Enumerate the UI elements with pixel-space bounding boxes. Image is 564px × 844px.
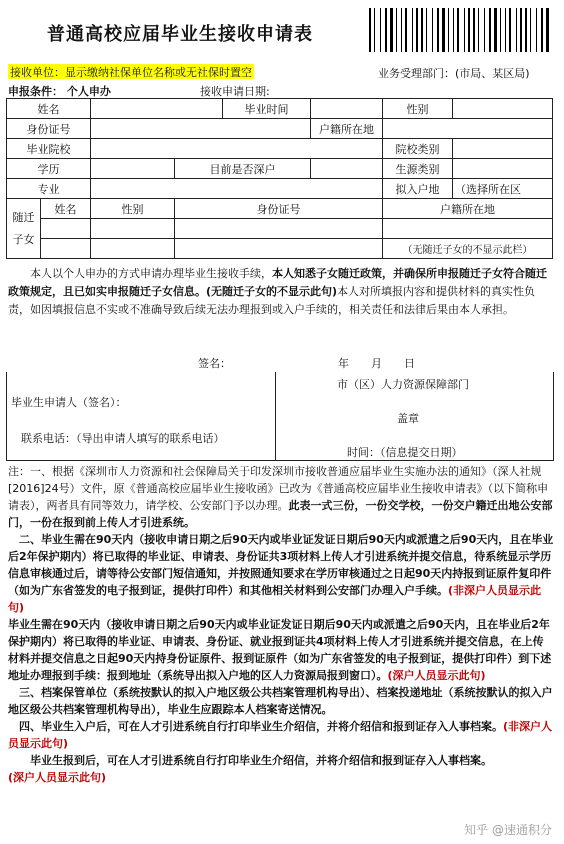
sign-label: 签名： [198,357,231,370]
barcode [365,6,555,54]
seal-label: 盖章 [397,412,419,425]
grad-time-value [311,99,383,119]
id-value [91,119,311,139]
applicant-sign: 毕业生申请人（签名）： [11,396,127,409]
no-child-note: （无随迁子女的不显示此栏） [383,239,553,259]
edu-value [91,159,175,179]
gender-value [453,99,553,119]
child-gender-header: 性别 [91,199,175,219]
declaration-bold: 本人知悉子女随迁政策，并确保所申报随迁子女符合随迁政策规定，且已如实申报随迁子女信息。(无随迁子女的不显示此句) [8,267,547,298]
apply-date-label: 接收申请日期: [200,85,270,98]
child-name-header: 姓名 [41,199,91,219]
notes: 注：一、根据《深圳市人力资源和社会保障局关于印发深圳市接收普通应届毕业生实施办法的通知》（深人社规[2016]24号）文件，原《普通高校应届毕业生接收函》已改为《普通高校应届毕业生接收申请表》（以下简称申请表），两者具有同等效力，请学校、公安部门予以办理。此表一式三份，一份交学校，一份交户籍迁出地公安部门，一份在报到前上传人才引进系统。 二、毕业生需在90天内（接收申请日期之后90天内或毕业证发证日期后90天内或派遣之后90天内，且在毕业后2年保护期内）将已取得的毕业证、申请表、身份证共3项材料上传人才引进系统并提交信息，待系统显示学历信息审核通过后，请等待公安部门短信通知，并按照通知要求在学历审核通过之日起90天内持报到证原件复印件（如为广东省签发的电子报到证，提供打印件）和其他相关材料到公安部门办理入户手续。(非深户人员显示此句) 毕业生需在90天内（接收申请日期之后90天内或毕业证发证日期后90天内或派遣之后90天内，且在毕业后2年保护期内）将已取得的毕业证、申请表、身份证、就业报到证共4项材料上传人才引进系统并提交信息，在上传材料并提交信息之日起90天内持身份证原件、报到证原件（如为广东省签发的电子报到证，提供打印件）到下述地址办理报到手续：报到地址（系统导出拟入户地的区人力资源局报到窗口）。(深户人员显示此句) 三、档案保管单位（系统按默认的拟入户地区级公共档案管理机构导出）、档案投递地址（系统按默认的拟入户地区级公共档案管理机构导出），毕业生应跟踪本人档案寄送情况。 四、毕业生入户后，可在人才引进系统自行打印毕业生介绍信，并将介绍信和报到证存入人事档案。(非深户人员显示此句) 毕业生报到后，可在人才引进系统自行打印毕业生介绍信，并将介绍信和报到证存入人事档案。 (深户人员显示此句) [8,465,554,784]
major-label: 专业 [7,179,91,199]
hukou-label: 户籍所在地 [311,119,383,139]
school-value [91,139,383,159]
sign-date: 年 月 日 [338,357,415,370]
name-value [91,99,223,119]
approval-box [6,372,554,461]
child-id-header: 身份证号 [175,199,383,219]
business-dept: 业务受理部门：(市局、某区局) [378,67,530,80]
src-type-value [453,159,553,179]
edu-label: 学历 [7,159,91,179]
receiving-unit: 接收单位：显示缴纳社保单位名称或无社保时置空 [10,66,252,79]
info-table [6,98,553,259]
watermark: 知乎 @速通积分 [464,823,552,837]
id-label: 身份证号 [7,119,91,139]
intended-label: 拟入户地 [383,179,453,199]
school-type-value [453,139,553,159]
major-value [91,179,383,199]
intended-value: （选择所在区 [453,179,553,199]
grad-time-label: 毕业时间 [223,99,311,119]
gender-label: 性别 [383,99,453,119]
bureau-label: 市（区）人力资源保障部门 [337,378,469,391]
school-label: 毕业院校 [7,139,91,159]
declaration: 本人以个人申办的方式申请办理毕业生接收手续，本人知悉子女随迁政策，并确保所申报随迁子女符合随迁政策规定，且已如实申报随迁子女信息。(无随迁子女的不显示此句)本人对所填报内容和提供材料的真实性负责，如因填报信息不实或不准确导致后续无法办理报到或入户手续的，相关责任和法律后果由本人承担。 [8,267,547,316]
in-sz-value [311,159,383,179]
children-label: 随迁子女 [7,199,41,259]
phone-label: 联系电话：（导出申请人填写的联系电话） [21,432,225,445]
hukou-value [383,119,553,139]
src-type-label: 生源类别 [383,159,453,179]
child-hukou-header: 户籍所在地 [383,199,553,219]
submit-time: 时间：（信息提交日期） [347,446,463,459]
apply-condition: 申报条件： 个人申办 [8,85,111,98]
page-title: 普通高校应届毕业生接收申请表 [47,24,313,45]
school-type-label: 院校类别 [383,139,453,159]
in-sz-label: 目前是否深户 [175,159,311,179]
name-label: 姓名 [7,99,91,119]
